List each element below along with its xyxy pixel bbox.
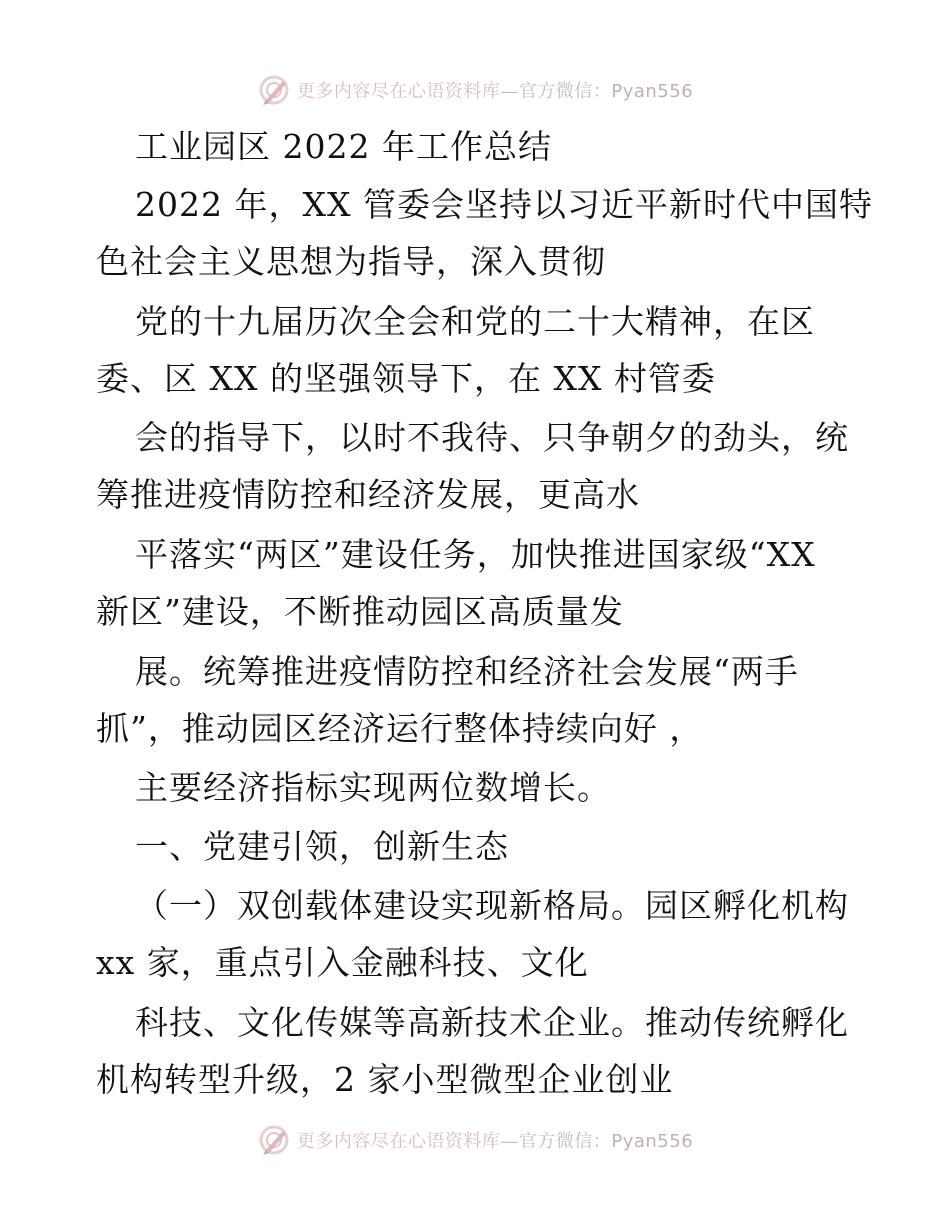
- paragraph-line: 委、区 XX 的坚强领导下，在 XX 村管委: [96, 359, 716, 398]
- paragraph-line: 抓”，推动园区经济运行整体持续向好 ，: [96, 709, 704, 748]
- paragraph-line: 党的十九届历次全会和党的二十大精神，在区: [135, 302, 815, 341]
- paragraph-line: 会的指导下，以时不我待、只争朝夕的劲头，统: [135, 418, 849, 457]
- paragraph-line: 新区”建设，不断推动园区高质量发: [96, 592, 624, 631]
- document-title: 工业园区 2022 年工作总结: [135, 127, 552, 166]
- paragraph-line: 筹推进疫情防控和经济发展，更高水: [96, 475, 640, 514]
- paragraph-line: 展。统筹推进疫情防控和经济社会发展“两手: [135, 652, 799, 691]
- watermark-brand: 更多内容尽在心语资料库: [296, 1131, 501, 1152]
- paragraph-line: 色社会主义思想为指导，深入贯彻: [96, 242, 606, 281]
- footer-watermark: [0, 1120, 950, 1160]
- watermark-suffix: 官方微信：: [518, 1131, 612, 1152]
- watermark-dash: —: [500, 1131, 519, 1152]
- paragraph-line: xx 家，重点引入金融科技、文化: [96, 943, 589, 982]
- paragraph-line: 机构转型升级，2 家小型微型企业创业: [96, 1060, 674, 1099]
- pen-logo-icon: [257, 1123, 291, 1157]
- watermark-suffix: 官方微信：: [518, 81, 612, 102]
- watermark-account: Pyan556: [611, 1131, 694, 1152]
- paragraph-line: 主要经济指标实现两位数增长。: [135, 768, 611, 807]
- subsection-line: （一）双创载体建设实现新格局。园区孵化机构: [135, 886, 849, 925]
- watermark-dash: —: [500, 81, 519, 102]
- watermark-brand: 更多内容尽在心语资料库: [296, 81, 501, 102]
- paragraph-line: 科技、文化传媒等高新技术企业。推动传统孵化: [135, 1003, 849, 1042]
- section-heading: 一、党建引领，创新生态: [135, 827, 509, 866]
- watermark-account: Pyan556: [611, 81, 694, 102]
- paragraph-line: 2022 年，XX 管委会坚持以习近平新时代中国特: [135, 185, 873, 224]
- paragraph-line: 平落实“两区”建设任务，加快推进国家级“XX: [135, 535, 816, 574]
